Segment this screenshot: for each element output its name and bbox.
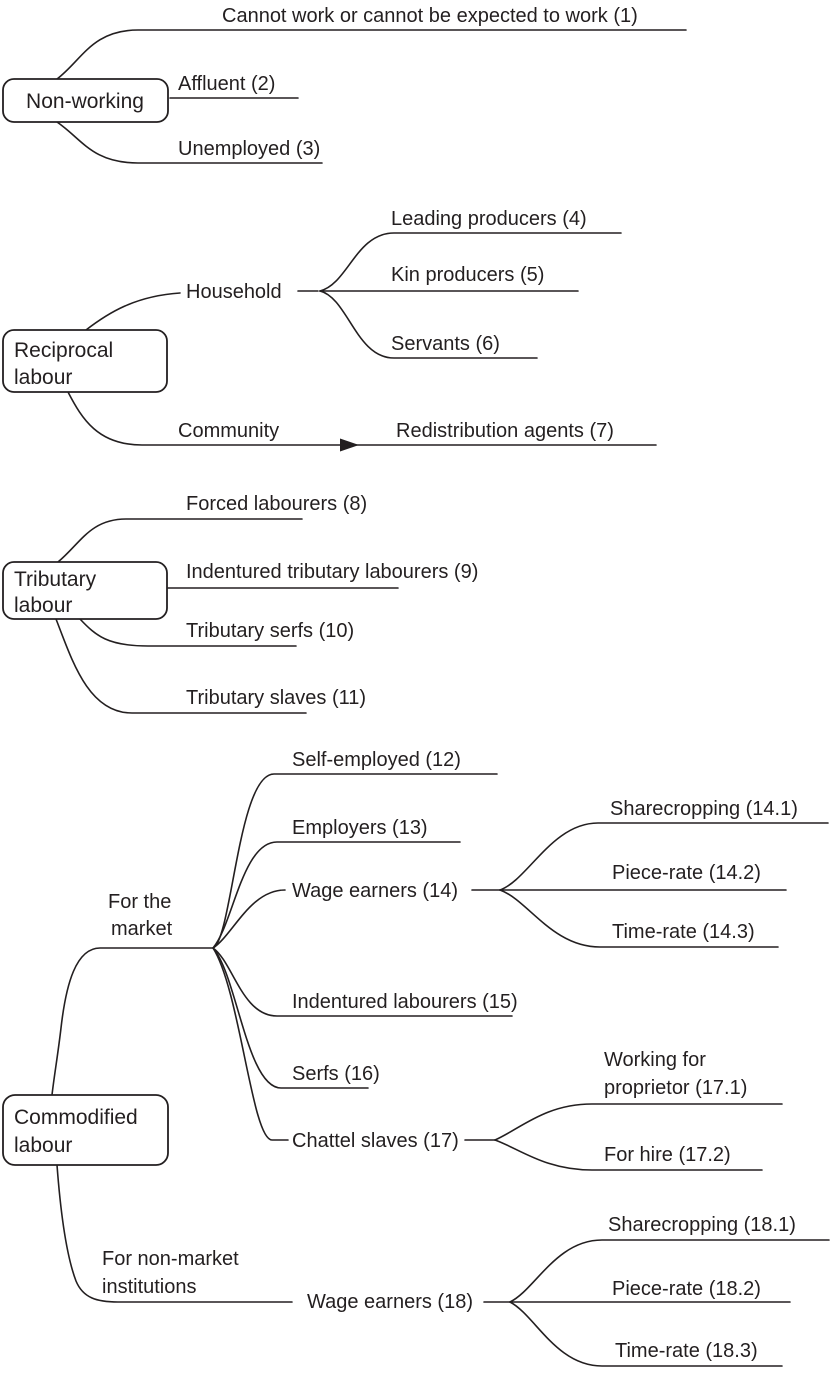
leaf-serfs: Serfs (16) <box>292 1063 380 1085</box>
leaf-indentured-tributary: Indentured tributary labourers (9) <box>186 561 479 583</box>
edge-self-employed <box>213 774 497 948</box>
leaf-working-for-proprietor-line1: Working for <box>604 1049 706 1071</box>
edge-working-for-proprietor <box>495 1104 782 1140</box>
leaf-working-for-proprietor-line2: proprietor (17.1) <box>604 1077 748 1099</box>
box-reciprocal-label-line2: labour <box>14 366 73 389</box>
leaf-sharecropping-14-1: Sharecropping (14.1) <box>610 798 798 820</box>
node-for-non-market-line2: institutions <box>102 1276 197 1298</box>
node-community: Community <box>178 420 280 442</box>
edge-chattel-slaves <box>213 948 288 1140</box>
group-non-working <box>3 5 686 163</box>
leaf-kin-producers: Kin producers (5) <box>391 264 545 286</box>
node-for-market-line2: market <box>111 918 173 940</box>
node-for-non-market-line1: For non-market <box>102 1248 239 1270</box>
box-non-working-label: Non-working <box>26 90 144 113</box>
leaf-employers: Employers (13) <box>292 817 428 839</box>
leaf-affluent: Affluent (2) <box>178 73 276 95</box>
leaf-self-employed: Self-employed (12) <box>292 749 461 771</box>
arrowhead-icon <box>340 439 359 452</box>
leaf-piece-rate-18-2: Piece-rate (18.2) <box>612 1278 761 1300</box>
box-tributary-label-line1: Tributary <box>14 568 97 591</box>
leaf-leading-producers: Leading producers (4) <box>391 208 587 230</box>
node-for-market-line1: For the <box>108 891 172 913</box>
leaf-tributary-serfs: Tributary serfs (10) <box>186 620 355 642</box>
leaf-time-rate-14-3: Time-rate (14.3) <box>612 921 755 943</box>
leaf-piece-rate-14-2: Piece-rate (14.2) <box>612 862 761 884</box>
leaf-wage-earners-14: Wage earners (14) <box>292 880 458 902</box>
leaf-unemployed: Unemployed (3) <box>178 138 321 160</box>
box-commodified-label-line2: labour <box>14 1134 73 1157</box>
node-household: Household <box>186 281 282 303</box>
edge-to-household <box>86 293 180 330</box>
leaf-indentured-labourers: Indentured labourers (15) <box>292 991 518 1013</box>
box-tributary-label-line2: labour <box>14 594 73 617</box>
leaf-for-hire: For hire (17.2) <box>604 1144 731 1166</box>
leaf-time-rate-18-3: Time-rate (18.3) <box>615 1340 758 1362</box>
leaf-forced-labourers: Forced labourers (8) <box>186 493 368 515</box>
leaf-cannot-work: Cannot work or cannot be expected to work (1) <box>222 5 638 27</box>
group-commodified-labour <box>3 749 829 1366</box>
edge-for-market-spine <box>52 948 213 1095</box>
leaf-wage-earners-18: Wage earners (18) <box>307 1291 473 1313</box>
leaf-tributary-slaves: Tributary slaves (11) <box>186 687 367 709</box>
leaf-servants: Servants (6) <box>391 333 500 355</box>
group-tributary-labour <box>3 493 478 713</box>
group-reciprocal-labour <box>3 208 656 452</box>
leaf-redistribution-agents: Redistribution agents (7) <box>396 420 614 442</box>
edge-cannot-work <box>57 30 686 79</box>
box-commodified-label-line1: Commodified <box>14 1106 138 1129</box>
leaf-chattel-slaves: Chattel slaves (17) <box>292 1130 459 1152</box>
edge-forced-labourers <box>58 519 302 562</box>
leaf-sharecropping-18-1: Sharecropping (18.1) <box>608 1214 796 1236</box>
edge-wage-earners-14 <box>213 890 285 948</box>
box-reciprocal-label-line1: Reciprocal <box>14 339 114 362</box>
